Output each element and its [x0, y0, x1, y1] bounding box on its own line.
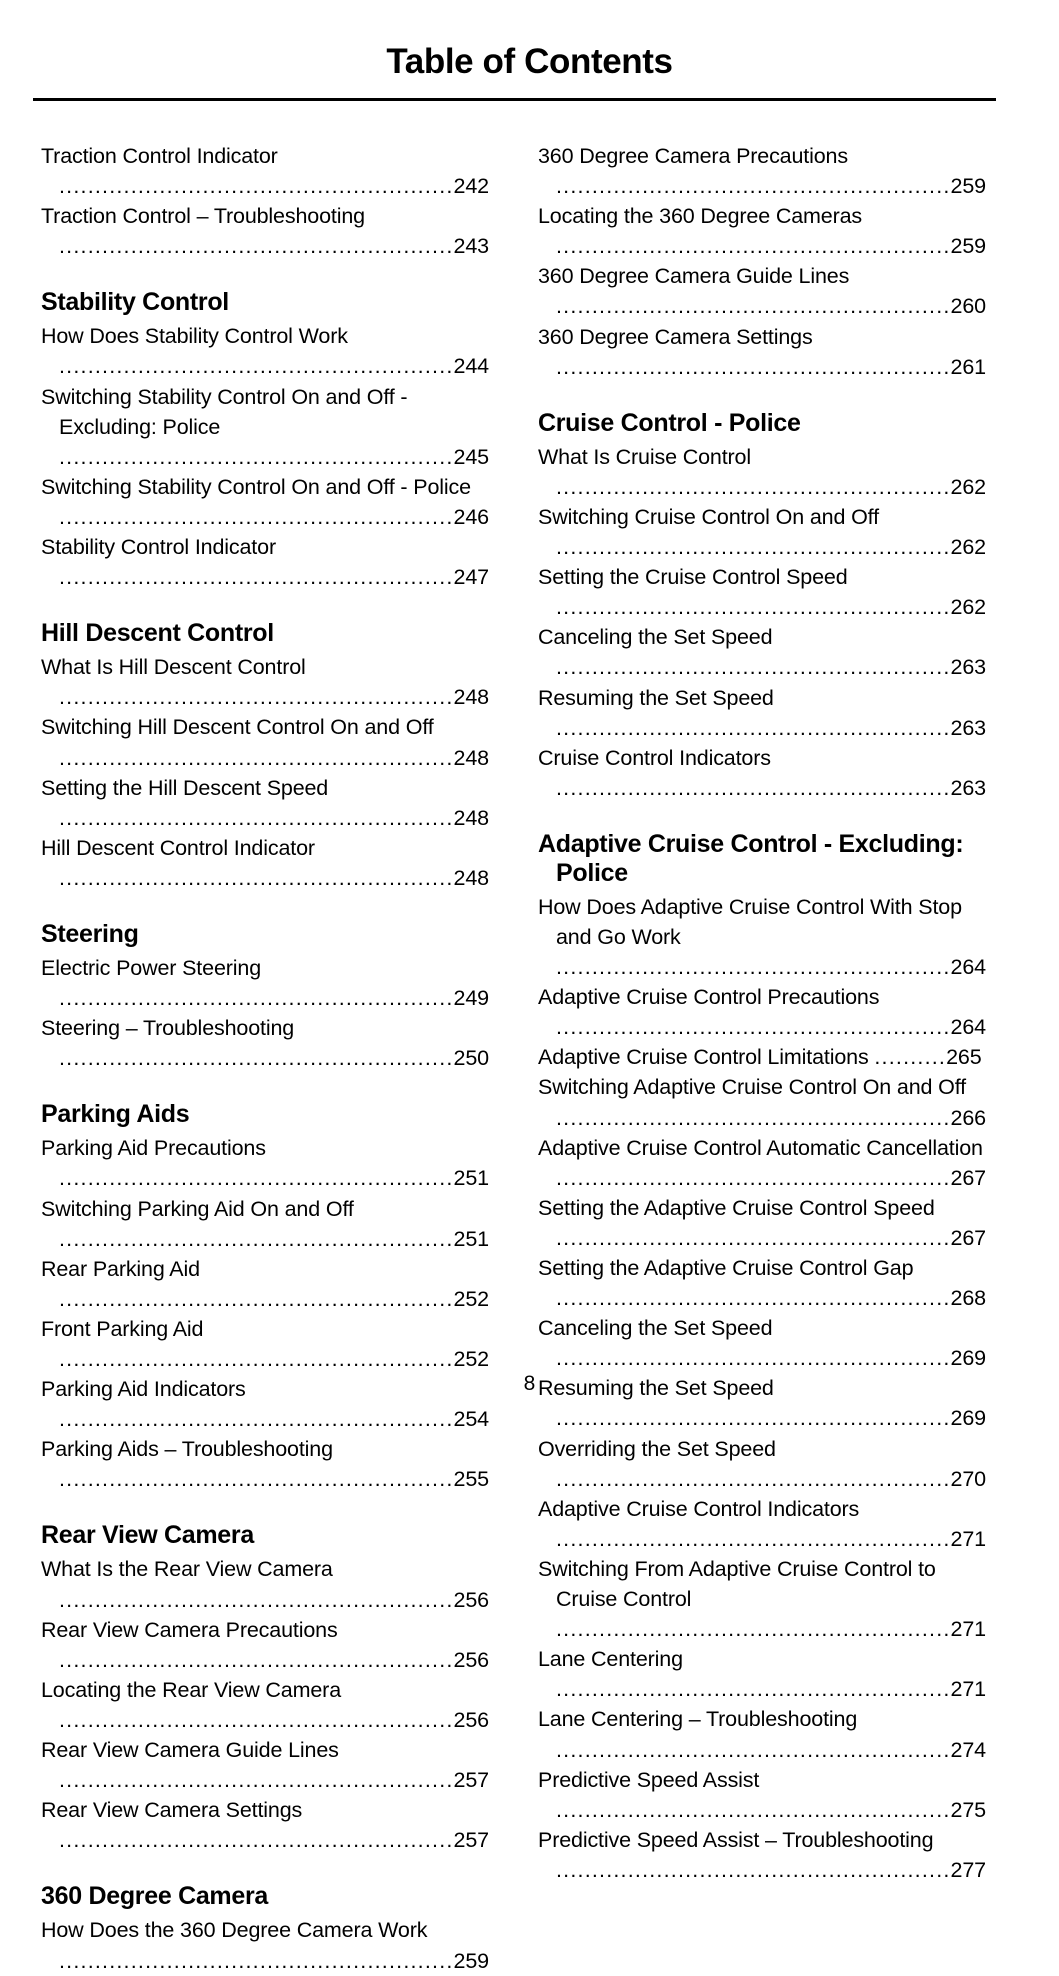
toc-entry-title: Rear View Camera Guide Lines: [41, 1738, 339, 1763]
toc-entry-page-number: 251: [453, 1226, 489, 1251]
toc-entry-title: Switching Hill Descent Control On and Off: [41, 715, 434, 740]
toc-entry-title: 360 Degree Camera Precautions: [538, 144, 848, 168]
toc-entry-page-number: 257: [453, 1828, 489, 1853]
toc-entry[interactable]: [538, 1554, 989, 1644]
toc-entry-page-number: 252: [453, 1347, 489, 1371]
toc-entry-page-number: 275: [950, 1797, 986, 1822]
toc-entry-title: Resuming the Set Speed: [538, 1376, 774, 1401]
toc-entry-page-number: 271: [950, 1677, 986, 1702]
toc-leader-dots: .......................................................: [556, 655, 951, 680]
toc-leader-dots: .......................................................: [59, 1647, 454, 1672]
toc-entry-title: Switching From Adaptive Cruise Control to Cruise Control: [538, 1556, 936, 1612]
toc-entry-title: Traction Control Indicator: [41, 144, 278, 168]
toc-entry-page-number: 264: [950, 955, 986, 980]
toc-entry-page-number: 269: [950, 1406, 986, 1431]
toc-entry-page-number: 266: [950, 1105, 986, 1130]
toc-entry[interactable]: [538, 442, 989, 502]
toc-entry-page-number: 262: [950, 474, 986, 499]
toc-leader-dots: .......................................................: [59, 1587, 454, 1612]
toc-entry-page-number: 248: [453, 685, 489, 710]
toc-leader-dots: .......................................................: [556, 955, 951, 980]
page-title: Table of Contents: [386, 42, 673, 81]
toc-entry[interactable]: [41, 1554, 492, 1614]
toc-entry-title: Parking Aids – Troubleshooting: [41, 1437, 333, 1462]
toc-entry-title: Parking Aid Precautions: [41, 1136, 266, 1161]
toc-entry-title: Predictive Speed Assist – Troubleshooting: [538, 1827, 934, 1852]
toc-entry-title: Switching Adaptive Cruise Control On and Off: [538, 1075, 967, 1100]
toc-entry-title: Rear View Camera Precautions: [41, 1617, 338, 1642]
toc-entry-page-number: 263: [950, 775, 986, 800]
toc-entry-title: 360 Degree Camera Settings: [538, 324, 813, 349]
toc-entry[interactable]: [538, 562, 989, 622]
left-column: [41, 141, 492, 1976]
section-heading: Hill Descent Control: [41, 619, 274, 648]
toc-entry[interactable]: [538, 982, 989, 1042]
toc-entry[interactable]: [41, 1133, 492, 1193]
toc-entry-title: How Does Adaptive Cruise Control With Stop and Go Work: [538, 894, 962, 949]
toc-entry-page-number: 255: [453, 1467, 489, 1492]
toc-leader-dots: .......................................................: [59, 745, 454, 770]
toc-entry-page-number: 271: [950, 1526, 986, 1551]
toc-entry[interactable]: [41, 532, 492, 592]
toc-entry-title: Setting the Hill Descent Speed: [41, 775, 329, 800]
toc-leader-dots: .......................................................: [59, 986, 454, 1011]
toc-entry-page-number: 263: [950, 715, 986, 740]
toc-section: [41, 141, 492, 261]
toc-entry-page-number: 250: [453, 1046, 489, 1071]
section-heading: Cruise Control - Police: [538, 408, 801, 437]
toc-entry[interactable]: [41, 1915, 492, 1975]
toc-entry[interactable]: [538, 1193, 989, 1253]
toc-entry-title: How Does the 360 Degree Camera Work: [41, 1918, 428, 1943]
toc-entry-title: Rear View Camera Settings: [41, 1798, 303, 1823]
toc-entry-page-number: 270: [950, 1466, 986, 1491]
toc-leader-dots: .......................................................: [556, 234, 951, 259]
toc-leader-dots: .......................................................: [59, 1347, 454, 1371]
toc-section: [41, 1521, 492, 1855]
toc-entry-page-number: 256: [453, 1647, 489, 1672]
toc-entry-page-number: 259: [453, 1948, 489, 1973]
toc-entry-page-number: 260: [950, 294, 986, 319]
toc-entry[interactable]: [538, 743, 989, 803]
toc-entry-title: Locating the 360 Degree Cameras: [538, 204, 863, 229]
toc-leader-dots: .......................................................: [556, 1165, 951, 1190]
toc-entry[interactable]: [41, 382, 492, 472]
toc-entry-page-number: 249: [453, 986, 489, 1011]
toc-leader-dots: .......................................................: [59, 234, 454, 259]
toc-leader-dots: .......................................................: [59, 565, 454, 590]
toc-entry-title: Switching Stability Control On and Off - Police: [41, 474, 471, 499]
toc-entry[interactable]: [538, 622, 989, 682]
right-column: [538, 141, 989, 1885]
toc-leader-dots: .......................................................: [556, 1406, 951, 1431]
toc-entry-page-number: 277: [950, 1857, 986, 1882]
toc-entry[interactable]: [41, 712, 492, 772]
toc-entry-title: Front Parking Aid: [41, 1316, 204, 1341]
toc-section: [41, 1882, 492, 1975]
toc-section: [41, 920, 492, 1073]
toc-entry[interactable]: [41, 1314, 492, 1374]
toc-entry[interactable]: [41, 201, 492, 261]
toc-leader-dots: .......................................................: [59, 685, 454, 710]
toc-section: [41, 619, 492, 893]
toc-entry-title: Stability Control Indicator: [41, 535, 276, 560]
section-heading: Stability Control: [41, 288, 229, 317]
toc-entry-title: Canceling the Set Speed: [538, 1316, 773, 1341]
toc-leader-dots: .......................................................: [59, 444, 454, 469]
toc-leader-dots: .......................................................: [59, 1707, 454, 1732]
toc-entry-title: Overriding the Set Speed: [538, 1436, 776, 1461]
toc-leader-dots: .......................................................: [59, 1286, 454, 1311]
toc-entry-title: Locating the Rear View Camera: [41, 1677, 341, 1702]
toc-leader-dots: .......................................................: [556, 535, 951, 560]
toc-entry[interactable]: [538, 1765, 989, 1825]
toc-section: [41, 1100, 492, 1494]
toc-entry-title: What Is Cruise Control: [538, 444, 751, 469]
toc-entry-page-number: 257: [453, 1768, 489, 1793]
toc-entry-page-number: 248: [453, 805, 489, 830]
toc-entry-title: Rear Parking Aid: [41, 1256, 200, 1281]
toc-entry-title: Switching Parking Aid On and Off: [41, 1196, 354, 1221]
toc-entry-page-number: 265: [946, 1045, 982, 1070]
toc-leader-dots: .......................................................: [556, 1346, 951, 1371]
toc-entry-title: What Is the Rear View Camera: [41, 1557, 333, 1582]
toc-entry[interactable]: [41, 1013, 492, 1073]
toc-entry-page-number: 246: [453, 504, 489, 529]
section-heading: Steering: [41, 919, 139, 948]
toc-entry-title: Adaptive Cruise Control Limitations: [538, 1045, 869, 1070]
toc-entry-page-number: 261: [950, 354, 986, 379]
toc-leader-dots: .......................................................: [556, 354, 951, 379]
toc-entry-title: Lane Centering – Troubleshooting: [538, 1707, 858, 1732]
toc-leader-dots: .......................................................: [556, 1797, 951, 1822]
toc-entry-page-number: 262: [950, 535, 986, 560]
toc-entry-page-number: 271: [950, 1617, 986, 1642]
toc-entry[interactable]: [41, 1615, 492, 1675]
toc-entry[interactable]: [538, 892, 989, 982]
toc-entry-title: Electric Power Steering: [41, 955, 262, 980]
toc-entry-title: Steering – Troubleshooting: [41, 1016, 295, 1041]
toc-entry[interactable]: [538, 261, 989, 321]
toc-entry-page-number: 243: [453, 234, 489, 259]
toc-leader-dots: .......................................................: [556, 775, 951, 800]
toc-entry-page-number: 247: [453, 565, 489, 590]
toc-leader-dots: .......................................................: [556, 1677, 951, 1702]
toc-entry[interactable]: [538, 1072, 989, 1132]
toc-leader-dots: ..........: [874, 1045, 947, 1070]
page-number-footer: 8: [523, 1372, 536, 1395]
toc-entry[interactable]: [41, 141, 492, 201]
toc-columns: [41, 141, 989, 1976]
toc-entry-page-number: 259: [950, 174, 986, 199]
toc-leader-dots: .......................................................: [59, 504, 454, 529]
toc-entry-page-number: 245: [453, 444, 489, 469]
toc-entry[interactable]: [538, 1644, 989, 1704]
toc-section: [538, 141, 989, 382]
toc-entry-title: 360 Degree Camera Guide Lines: [538, 264, 850, 289]
toc-entry-title: Setting the Adaptive Cruise Control Gap: [538, 1256, 914, 1280]
toc-entry-page-number: 259: [950, 234, 986, 259]
section-heading: Adaptive Cruise Control - Excluding: Police: [538, 829, 964, 887]
toc-entry-page-number: 244: [453, 354, 489, 379]
toc-entry-title: What Is Hill Descent Control: [41, 655, 306, 680]
toc-entry-page-number: 242: [453, 174, 489, 199]
toc-entry[interactable]: [41, 773, 492, 833]
toc-section: [538, 830, 989, 1885]
section-heading: Parking Aids: [41, 1100, 190, 1129]
toc-entry-title: How Does Stability Control Work: [41, 324, 348, 349]
toc-entry-page-number: 256: [453, 1707, 489, 1732]
toc-leader-dots: .......................................................: [59, 174, 454, 199]
toc-entry[interactable]: [538, 1704, 989, 1764]
toc-leader-dots: .......................................................: [59, 354, 454, 379]
toc-entry-title: Hill Descent Control Indicator: [41, 835, 315, 860]
toc-section: [41, 288, 492, 592]
toc-entry[interactable]: [538, 1313, 989, 1373]
toc-leader-dots: .......................................................: [556, 1105, 951, 1130]
toc-entry[interactable]: [41, 1795, 492, 1855]
toc-leader-dots: .......................................................: [59, 1046, 454, 1071]
toc-leader-dots: .......................................................: [59, 865, 454, 890]
toc-leader-dots: .......................................................: [556, 1857, 951, 1882]
toc-entry-title: Switching Cruise Control On and Off: [538, 504, 879, 529]
toc-entry[interactable]: [41, 1434, 492, 1494]
toc-leader-dots: .......................................................: [556, 1286, 951, 1311]
toc-leader-dots: .......................................................: [556, 474, 951, 499]
toc-entry-title: Adaptive Cruise Control Precautions: [538, 985, 880, 1010]
toc-entry-page-number: 262: [950, 595, 986, 620]
toc-entry-title: Predictive Speed Assist: [538, 1767, 760, 1792]
toc-entry-title: Adaptive Cruise Control Indicators: [538, 1496, 860, 1521]
toc-entry-page-number: 248: [453, 865, 489, 890]
toc-entry[interactable]: [41, 1675, 492, 1735]
toc-entry[interactable]: [538, 1133, 989, 1193]
header-divider: [33, 98, 996, 101]
section-heading: 360 Degree Camera: [41, 1882, 268, 1911]
toc-entry-page-number: 274: [950, 1737, 986, 1762]
toc-entry[interactable]: [538, 1042, 989, 1072]
toc-entry-title: Canceling the Set Speed: [538, 625, 773, 650]
toc-entry[interactable]: [538, 322, 989, 382]
toc-entry-title: Parking Aid Indicators: [41, 1377, 246, 1402]
toc-entry-title: Setting the Adaptive Cruise Control Speed: [538, 1195, 935, 1220]
toc-section: [538, 409, 989, 803]
toc-entry-page-number: 269: [950, 1346, 986, 1371]
toc-leader-dots: .......................................................: [556, 1617, 951, 1642]
toc-entry[interactable]: [41, 472, 492, 532]
toc-leader-dots: .......................................................: [556, 1225, 951, 1250]
toc-entry[interactable]: [538, 1825, 989, 1885]
toc-leader-dots: .......................................................: [59, 1166, 454, 1191]
toc-entry[interactable]: [41, 833, 492, 893]
toc-entry-page-number: 251: [453, 1166, 489, 1191]
toc-leader-dots: .......................................................: [59, 1828, 454, 1853]
toc-entry-title: Resuming the Set Speed: [538, 685, 774, 710]
toc-entry[interactable]: [41, 1254, 492, 1314]
toc-entry-page-number: 256: [453, 1587, 489, 1612]
toc-entry-page-number: 252: [453, 1286, 489, 1311]
toc-entry[interactable]: [41, 1735, 492, 1795]
toc-entry[interactable]: [538, 1494, 989, 1554]
toc-entry[interactable]: [41, 953, 492, 1013]
toc-leader-dots: .......................................................: [556, 1015, 951, 1040]
toc-entry-page-number: 264: [950, 1015, 986, 1040]
toc-leader-dots: .......................................................: [556, 595, 951, 620]
toc-entry[interactable]: [538, 683, 989, 743]
toc-entry[interactable]: [538, 141, 989, 201]
toc-entry-page-number: 263: [950, 655, 986, 680]
toc-entry-page-number: 267: [950, 1165, 986, 1190]
toc-entry-title: Setting the Cruise Control Speed: [538, 565, 848, 590]
toc-entry[interactable]: [538, 201, 989, 261]
toc-leader-dots: .......................................................: [59, 1467, 454, 1492]
toc-leader-dots: .......................................................: [556, 715, 951, 740]
toc-leader-dots: .......................................................: [556, 1466, 951, 1491]
toc-leader-dots: .......................................................: [59, 805, 454, 830]
toc-entry[interactable]: [41, 652, 492, 712]
toc-leader-dots: .......................................................: [59, 1768, 454, 1793]
section-heading: Rear View Camera: [41, 1521, 254, 1550]
toc-entry[interactable]: [538, 1253, 989, 1313]
toc-leader-dots: .......................................................: [59, 1948, 454, 1973]
toc-entry-title: Traction Control – Troubleshooting: [41, 204, 365, 229]
toc-entry-title: Switching Stability Control On and Off - Excluding: Police: [41, 384, 408, 439]
toc-leader-dots: .......................................................: [556, 294, 951, 319]
toc-entry-title: Adaptive Cruise Control Automatic Cancellation: [538, 1135, 983, 1160]
toc-entry[interactable]: [538, 1434, 989, 1494]
toc-entry-page-number: 248: [453, 745, 489, 770]
toc-entry-title: Lane Centering: [538, 1647, 683, 1672]
toc-entry[interactable]: [41, 1194, 492, 1254]
toc-leader-dots: .......................................................: [59, 1407, 454, 1432]
toc-entry-page-number: 254: [453, 1407, 489, 1432]
toc-entry[interactable]: [538, 502, 989, 562]
toc-leader-dots: .......................................................: [556, 174, 951, 199]
toc-leader-dots: .......................................................: [556, 1526, 951, 1551]
toc-entry[interactable]: [41, 321, 492, 381]
toc-leader-dots: .......................................................: [556, 1737, 951, 1762]
toc-entry-page-number: 267: [950, 1225, 986, 1250]
toc-leader-dots: .......................................................: [59, 1226, 454, 1251]
toc-entry-page-number: 268: [950, 1286, 986, 1311]
toc-entry-title: Cruise Control Indicators: [538, 745, 771, 770]
